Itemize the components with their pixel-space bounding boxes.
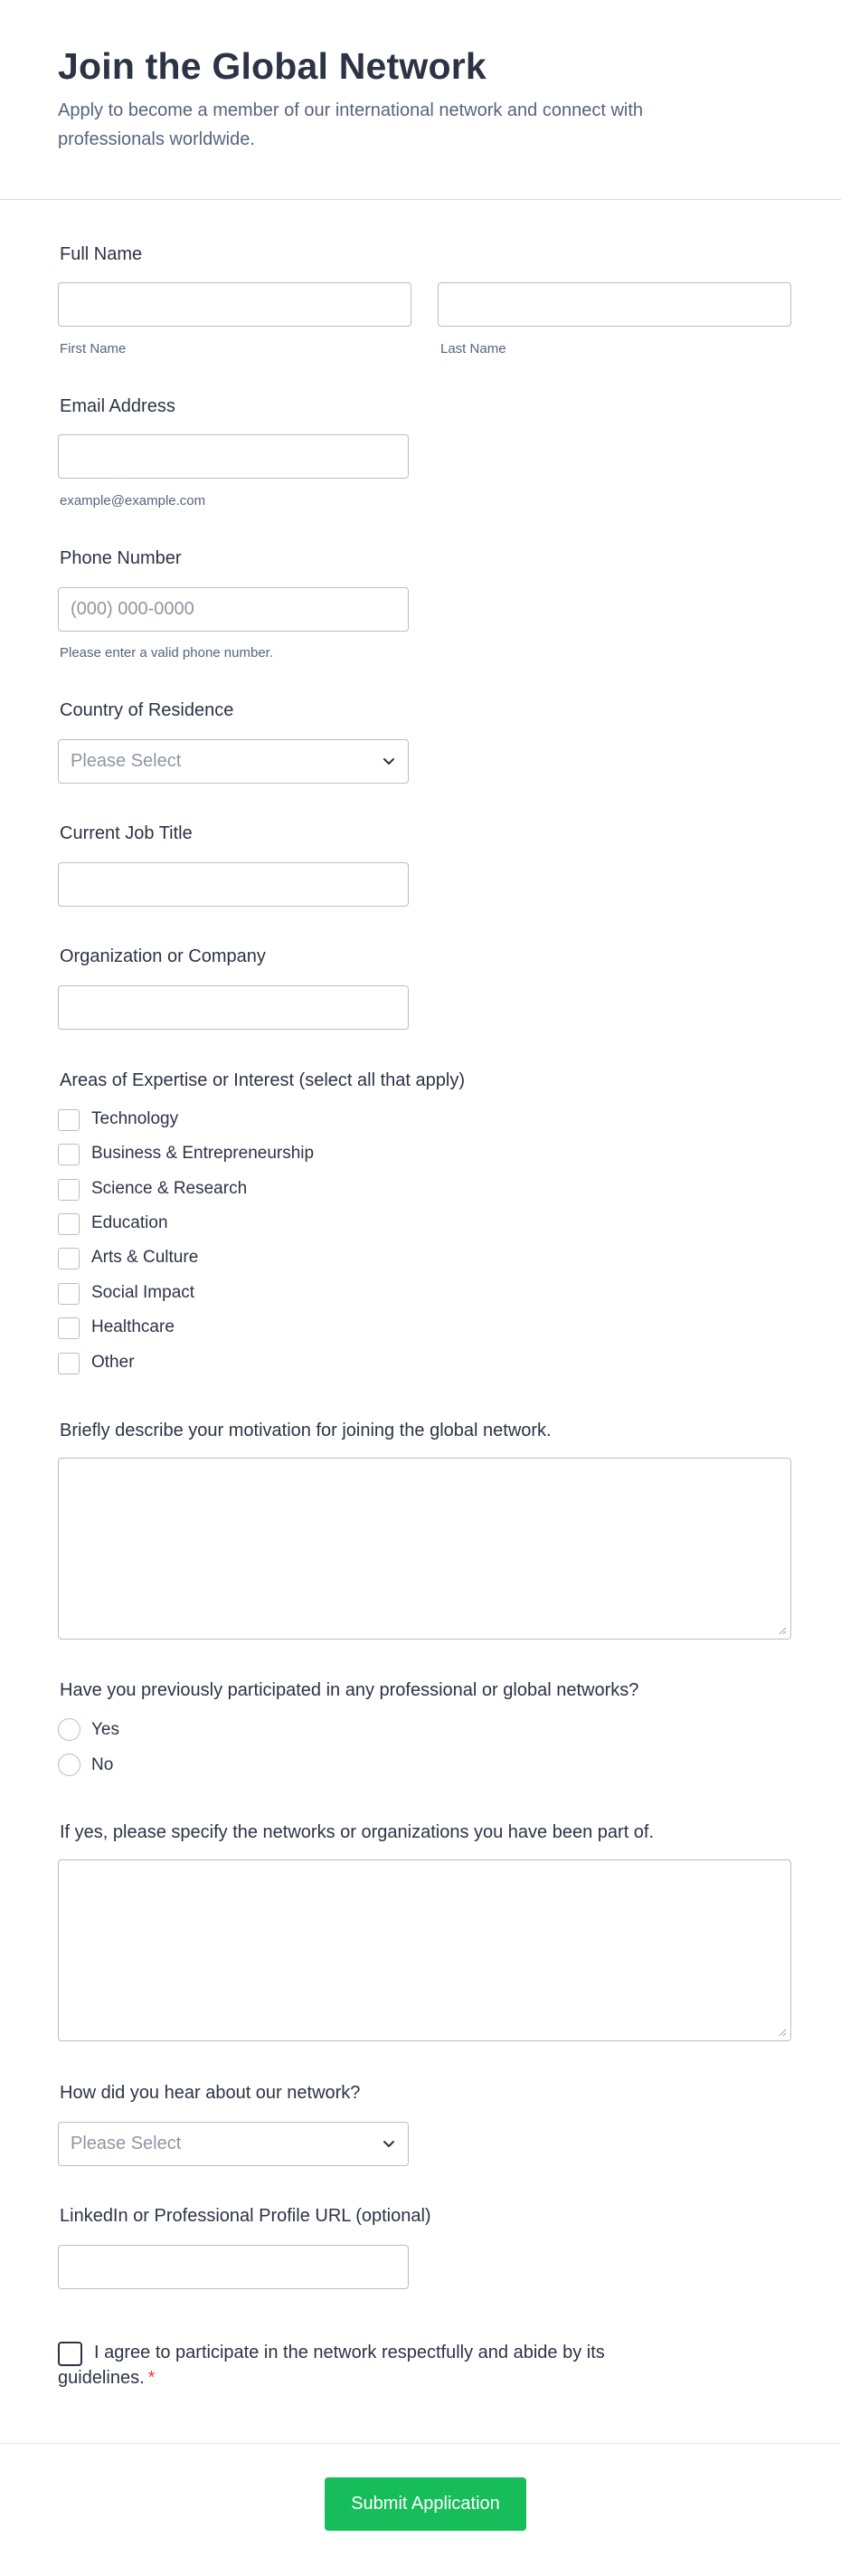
- footer-divider: [0, 2443, 841, 2444]
- checkbox-education[interactable]: [58, 1213, 80, 1235]
- checkbox-label: Healthcare: [91, 1317, 175, 1336]
- checkbox-label: Science & Research: [91, 1179, 248, 1198]
- last-name-sublabel: Last Name: [440, 341, 506, 356]
- radio-yes[interactable]: [58, 1718, 80, 1741]
- motivation-label: Briefly describe your motivation for joining the global network.: [60, 1421, 552, 1440]
- checkbox-healthcare[interactable]: [58, 1317, 80, 1339]
- checkbox-label: Business & Entrepreneurship: [91, 1144, 315, 1163]
- job-title-input[interactable]: [58, 862, 409, 907]
- radio-no[interactable]: [58, 1754, 80, 1776]
- resize-handle-icon[interactable]: [778, 1626, 787, 1635]
- email-sublabel: example@example.com: [60, 493, 206, 509]
- resize-handle-icon[interactable]: [778, 2028, 787, 2037]
- checkbox-label: Arts & Culture: [91, 1248, 199, 1267]
- heard-about-selected-value: Please Select: [71, 2134, 182, 2153]
- agreement-checkbox[interactable]: [58, 2342, 82, 2366]
- agreement-label: [58, 2340, 691, 2391]
- last-name-input[interactable]: [438, 282, 791, 327]
- submit-button[interactable]: Submit Application: [325, 2477, 526, 2531]
- country-selected-value: Please Select: [71, 751, 182, 771]
- expertise-label: Areas of Expertise or Interest (select all that apply): [60, 1070, 465, 1090]
- checkbox-social-impact[interactable]: [58, 1283, 80, 1305]
- checkbox-arts[interactable]: [58, 1248, 80, 1269]
- motivation-textarea[interactable]: [58, 1458, 791, 1640]
- email-input[interactable]: [58, 434, 409, 479]
- first-name-input[interactable]: [58, 282, 411, 327]
- full-name-label: Full Name: [60, 244, 143, 264]
- heard-about-label: How did you hear about our network?: [60, 2083, 361, 2103]
- phone-label: Phone Number: [60, 548, 182, 568]
- networks-detail-textarea[interactable]: [58, 1859, 791, 2041]
- first-name-sublabel: First Name: [60, 341, 127, 356]
- organization-input[interactable]: [58, 985, 409, 1030]
- checkbox-label: Other: [91, 1353, 135, 1372]
- heard-about-select[interactable]: [58, 2122, 409, 2166]
- checkbox-other[interactable]: [58, 1353, 80, 1374]
- required-mark: *: [147, 2368, 156, 2388]
- checkbox-technology[interactable]: [58, 1109, 80, 1131]
- country-label: Country of Residence: [60, 700, 234, 720]
- previous-networks-label: Have you previously participated in any professional or global networks?: [60, 1680, 639, 1700]
- job-title-label: Current Job Title: [60, 823, 193, 843]
- page-subtitle: Apply to become a member of our international network and connect with professionals worldwide.: [58, 100, 644, 149]
- agreement-text: I agree to participate in the network respectfully and abide by its guidelines.: [58, 2343, 605, 2388]
- email-label: Email Address: [60, 396, 175, 416]
- phone-input[interactable]: [58, 587, 409, 632]
- phone-placeholder: (000) 000-0000: [71, 599, 194, 619]
- checkbox-label: Social Impact: [91, 1283, 195, 1302]
- chevron-down-icon: [381, 753, 397, 769]
- organization-label: Organization or Company: [60, 946, 266, 966]
- radio-label-no: No: [91, 1755, 114, 1774]
- phone-sublabel: Please enter a valid phone number.: [60, 645, 273, 661]
- country-select[interactable]: [58, 739, 409, 784]
- checkbox-business[interactable]: [58, 1144, 80, 1165]
- linkedin-label: LinkedIn or Professional Profile URL (optional): [60, 2206, 431, 2226]
- page-title: Join the Global Network: [58, 45, 487, 87]
- networks-detail-label: If yes, please specify the networks or organizations you have been part of.: [60, 1822, 655, 1842]
- radio-label-yes: Yes: [91, 1720, 119, 1739]
- chevron-down-icon: [381, 2135, 397, 2152]
- linkedin-input[interactable]: [58, 2245, 409, 2289]
- form-header: [0, 0, 841, 200]
- checkbox-science[interactable]: [58, 1179, 80, 1201]
- checkbox-label: Education: [91, 1213, 168, 1232]
- checkbox-label: Technology: [91, 1109, 179, 1128]
